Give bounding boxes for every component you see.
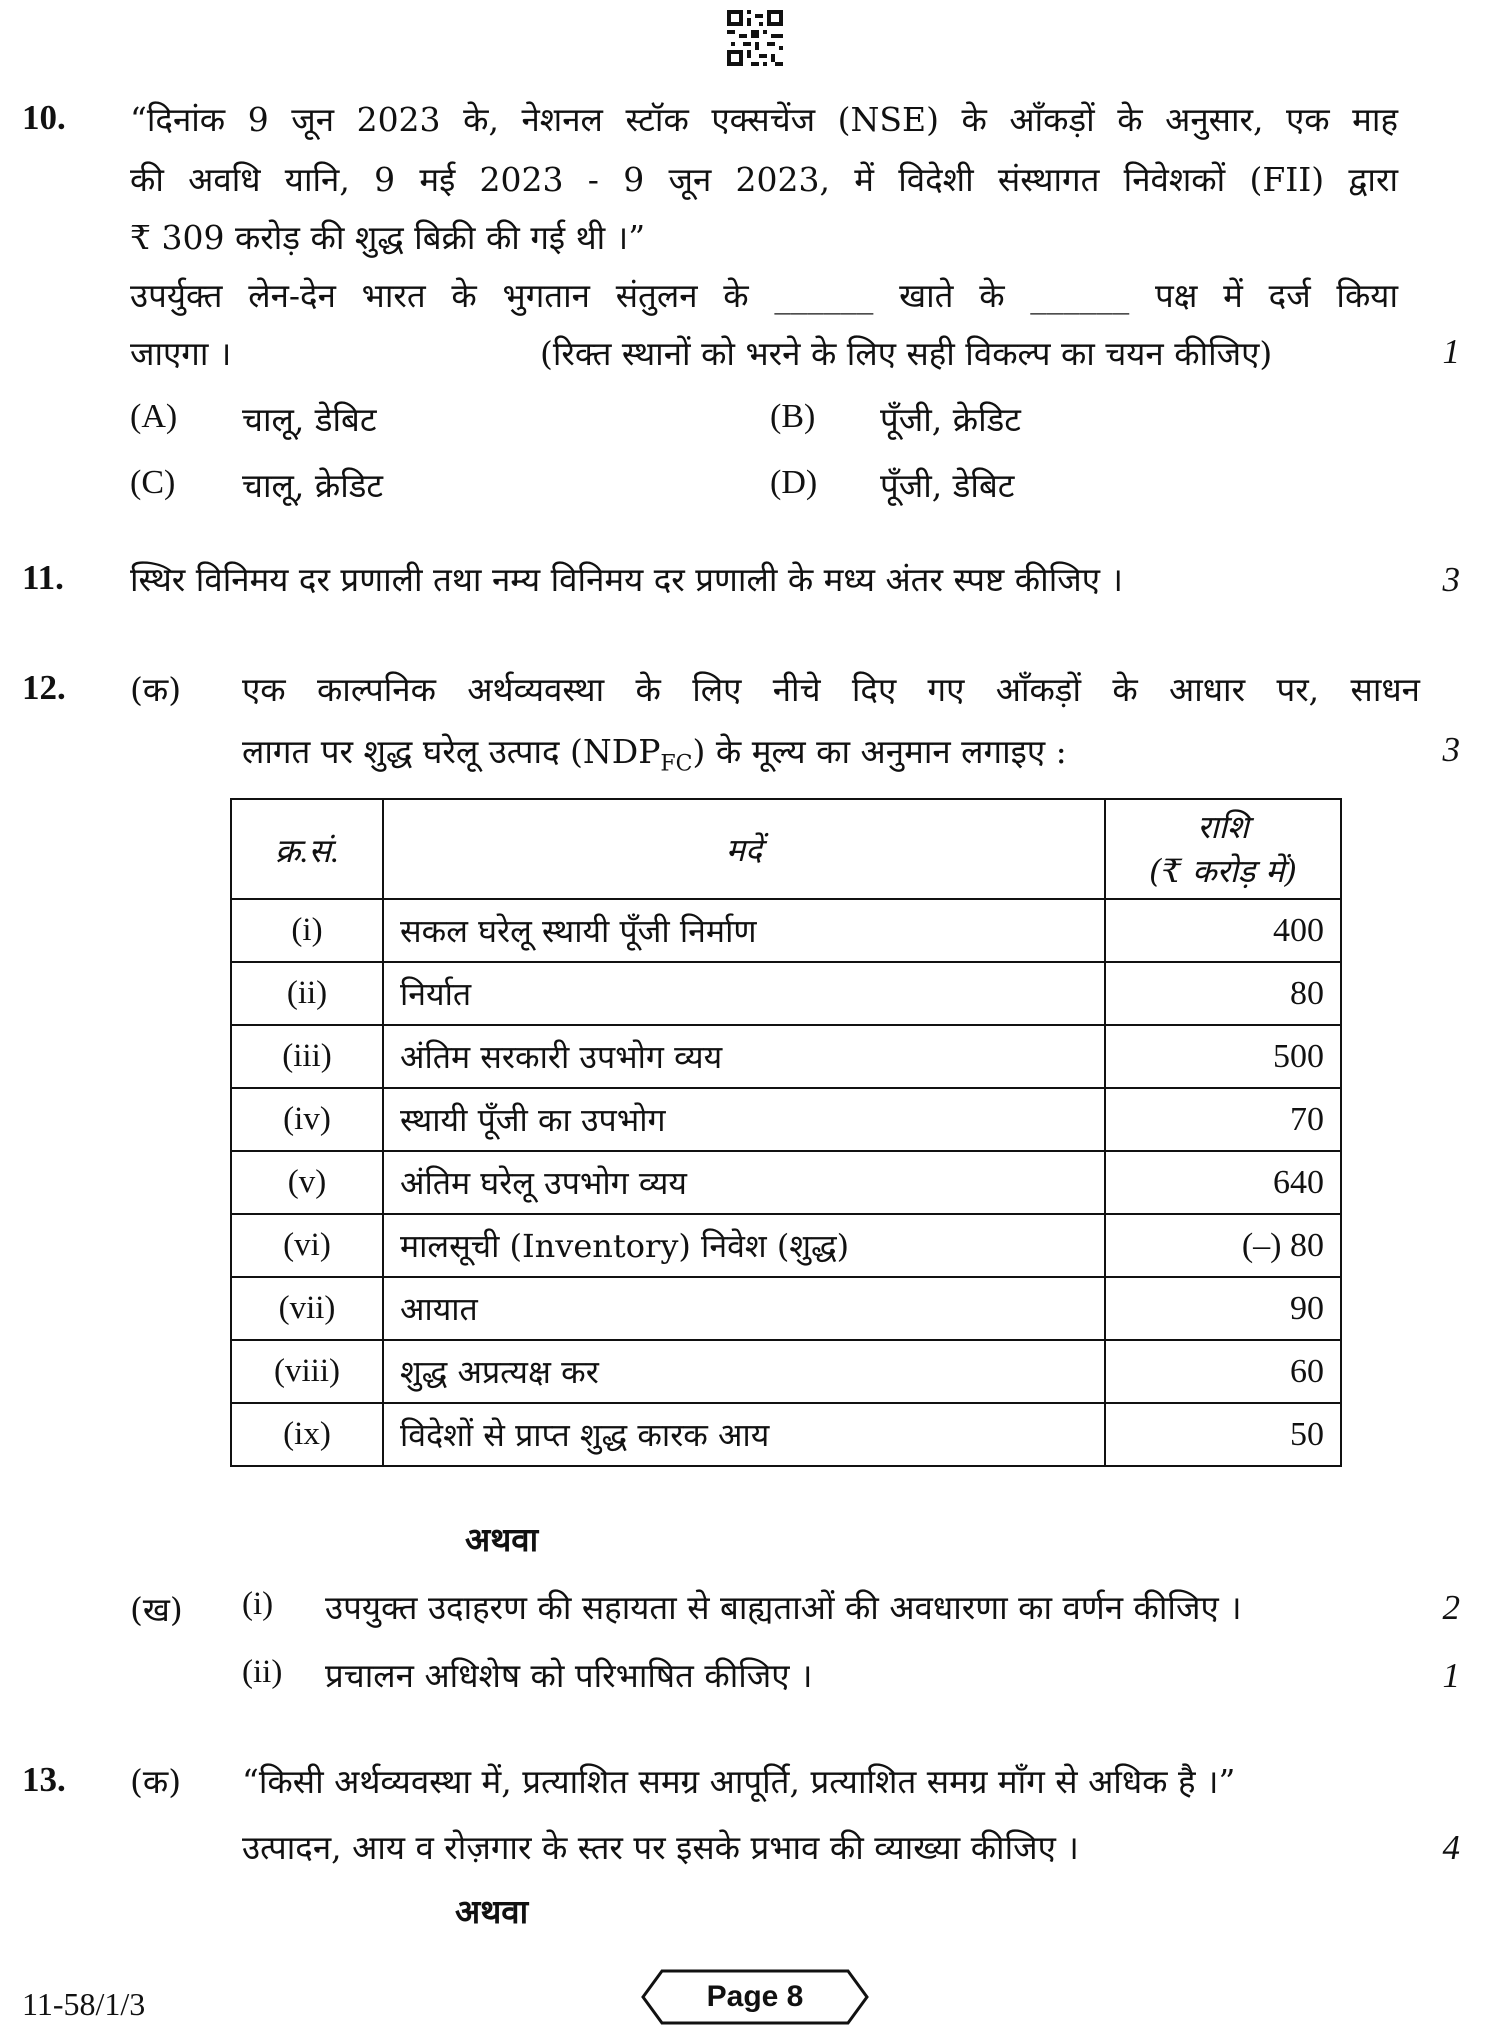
row-amount: 640 — [1105, 1151, 1341, 1214]
q13-line-2: उत्पादन, आय व रोज़गार के स्तर पर इसके प्रभाव की व्याख्या कीजिए । — [242, 1828, 1079, 1867]
q10-line-3: ₹ 309 करोड़ की शुद्ध बिक्री की गई थी ।” — [130, 218, 646, 257]
row-amount: 60 — [1105, 1340, 1341, 1403]
table-row — [231, 899, 1341, 962]
table-row — [231, 1151, 1341, 1214]
q10-marks: 1 — [1442, 332, 1460, 371]
header-amount: राशि (₹ करोड़ में) — [1105, 799, 1341, 899]
table-header-row — [231, 799, 1341, 899]
q10-instruction: (रिक्त स्थानों को भरने के लिए सही विकल्प का चयन कीजिए) — [540, 334, 1273, 373]
table-row — [231, 1025, 1341, 1088]
q11-marks: 3 — [1442, 560, 1460, 599]
row-item: विदेशों से प्राप्त शुद्ध कारक आय — [383, 1403, 1105, 1466]
row-item: शुद्ध अप्रत्यक्ष कर — [383, 1340, 1105, 1403]
row-item: निर्यात — [383, 962, 1105, 1025]
row-sno: (ii) — [231, 962, 383, 1025]
row-sno: (iv) — [231, 1088, 383, 1151]
row-amount: 50 — [1105, 1403, 1341, 1466]
q12-b-i-marks: 2 — [1442, 1588, 1460, 1627]
q12-b-i-text: उपयुक्त उदाहरण की सहायता से बाह्यताओं की अवधारणा का वर्णन कीजिए । — [325, 1588, 1242, 1627]
row-amount: 400 — [1105, 899, 1341, 962]
option-b-text: पूँजी, क्रेडिट — [880, 400, 1021, 439]
option-c-text: चालू, क्रेडिट — [242, 466, 384, 505]
q12-marks-a: 3 — [1442, 730, 1460, 769]
q12-part-a-label: (क) — [130, 670, 182, 709]
q13-part-a-label: (क) — [130, 1762, 182, 1801]
row-item: मालसूची (Inventory) निवेश (शुद्ध) — [383, 1214, 1105, 1277]
header-sno: क्र.सं. — [231, 799, 383, 899]
row-sno: (v) — [231, 1151, 383, 1214]
question-number: 13. — [22, 1760, 66, 1799]
q12-part-b-label: (ख) — [130, 1590, 183, 1629]
row-item: आयात — [383, 1277, 1105, 1340]
data-table — [230, 798, 1342, 1467]
option-c-label: (C) — [130, 464, 176, 501]
table-row — [231, 962, 1341, 1025]
row-sno: (ix) — [231, 1403, 383, 1466]
option-d-text: पूँजी, डेबिट — [880, 466, 1015, 505]
q12-line-2: लागत पर शुद्ध घरेलू उत्पाद $(NDP_{FC})$ के मूल्य का अनुमान लगाइए : — [242, 732, 1067, 777]
row-sno: (viii) — [231, 1340, 383, 1403]
page-number: Page 8 — [706, 1980, 804, 2013]
option-a-label: (A) — [130, 398, 178, 435]
question-number: 12. — [22, 668, 66, 707]
or-label: अथवा — [455, 1892, 529, 1931]
question-number: 10. — [22, 98, 66, 137]
option-a-text: चालू, डेबिट — [242, 400, 377, 439]
q12-b-i-label: (i) — [242, 1586, 274, 1622]
or-label: अथवा — [465, 1520, 539, 1559]
q10-line-4: उपर्युक्त लेन-देन भारत के भुगतान संतुलन के ______ खाते के ______ पक्ष में दर्ज किया — [130, 276, 1398, 315]
table-row — [231, 1277, 1341, 1340]
question-number: 11. — [22, 558, 64, 597]
q13-line-1: “किसी अर्थव्यवस्था में, प्रत्याशित समग्र आपूर्ति, प्रत्याशित समग्र माँग से अधिक है ।” — [242, 1762, 1236, 1801]
q10-line-5: जाएगा । — [130, 334, 232, 373]
row-amount: 80 — [1105, 962, 1341, 1025]
q11-text: स्थिर विनिमय दर प्रणाली तथा नम्य विनिमय दर प्रणाली के मध्य अंतर स्पष्ट कीजिए । — [130, 560, 1123, 599]
row-amount: 70 — [1105, 1088, 1341, 1151]
q10-line-2: की अवधि यानि, 9 मई 2023 - 9 जून 2023, में विदेशी संस्थागत निवेशकों (FII) द्वारा — [130, 160, 1398, 199]
table-row — [231, 1340, 1341, 1403]
row-sno: (i) — [231, 899, 383, 962]
q12-line-1: एक काल्पनिक अर्थव्यवस्था के लिए नीचे दिए गए आँकड़ों के आधार पर, साधन — [242, 670, 1420, 709]
row-sno: (vii) — [231, 1277, 383, 1340]
option-d-label: (D) — [770, 464, 818, 501]
row-item: अंतिम सरकारी उपभोग व्यय — [383, 1025, 1105, 1088]
table-row — [231, 1088, 1341, 1151]
paper-code: 11-58/1/3 — [22, 1986, 146, 2022]
header-item: मदें — [383, 799, 1105, 899]
q12-b-ii-label: (ii) — [242, 1654, 283, 1690]
row-sno: (iii) — [231, 1025, 383, 1088]
table-row — [231, 1403, 1341, 1466]
option-b-label: (B) — [770, 398, 816, 435]
q12-b-ii-text: प्रचालन अधिशेष को परिभाषित कीजिए । — [325, 1656, 813, 1695]
table-row — [231, 1214, 1341, 1277]
row-item: स्थायी पूँजी का उपभोग — [383, 1088, 1105, 1151]
q10-line-1: “दिनांक 9 जून 2023 के, नेशनल स्टॉक एक्सचेंज (NSE) के आँकड़ों के अनुसार, एक माह — [130, 100, 1398, 139]
row-item: अंतिम घरेलू उपभोग व्यय — [383, 1151, 1105, 1214]
row-amount: 90 — [1105, 1277, 1341, 1340]
qr-code-icon — [727, 10, 783, 66]
row-amount: 500 — [1105, 1025, 1341, 1088]
q13-marks: 4 — [1442, 1828, 1460, 1867]
row-item: सकल घरेलू स्थायी पूँजी निर्माण — [383, 899, 1105, 962]
row-sno: (vi) — [231, 1214, 383, 1277]
row-amount: (–) 80 — [1105, 1214, 1341, 1277]
q12-b-ii-marks: 1 — [1442, 1656, 1460, 1695]
